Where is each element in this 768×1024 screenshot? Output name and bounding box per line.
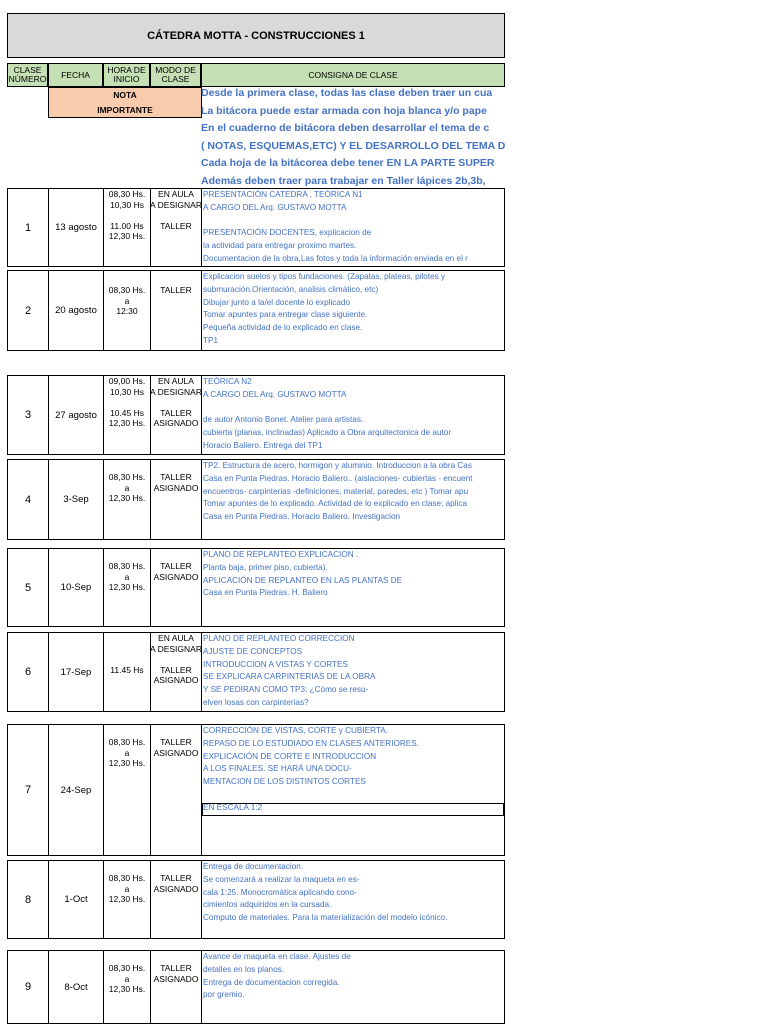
class-instructions (202, 460, 504, 539)
instruction-line: Entrega de documentacion. (203, 862, 304, 871)
class-number: 7 (8, 725, 49, 855)
class-number: 1 (8, 189, 49, 266)
instruction-line: Pequeña actividad de lo explicado en clase. (203, 323, 363, 333)
table-row (7, 950, 505, 1024)
intro-line: Cada hoja de la bitácorea debe tener EN LA PARTE SUPER (201, 157, 495, 169)
class-date: 1-Oct (49, 861, 104, 938)
class-time: 08,30 Hs. a 12,30 Hs. (104, 460, 151, 539)
class-time: 08,30 Hs. a 12,30 Hs. (104, 725, 151, 855)
instruction-line: AJUSTE DE CONCEPTOS (203, 646, 303, 656)
instruction-line: Casa en Punta Piedras. H. Baliero (203, 588, 328, 598)
class-number: 2 (8, 271, 49, 350)
instruction-line: Avance de maqueta en clase. Ajustes de (203, 952, 351, 961)
table-row (7, 632, 505, 712)
instruction-line: Tomar apuntes para entregar clase siguiente. (203, 310, 368, 320)
instruction-line: Casa en Punta Piedras. Horacio Baliero.. (aislaciones- cubiertas - encuent (203, 473, 473, 483)
instruction-line: Casa en Punta Piedras. Horacio Baliero. Investigacion (203, 512, 401, 522)
instruction-line: Tomar apuntes de lo explicado. Actividad de lo explicado en clase; aplica (203, 499, 467, 509)
instruction-line (203, 215, 504, 228)
class-time: 08,30 Hs. a 12,30 Hs. (104, 861, 151, 938)
sheet-title: CÁTEDRA MOTTA - CONSTRUCCIONES 1 (7, 13, 505, 58)
instruction-line: Horacio Baliero. Entrega del TP1 (203, 440, 323, 450)
class-date: 17-Sep (49, 633, 104, 711)
class-instructions (202, 271, 504, 350)
instruction-line: INTRODUCCION A VISTAS Y CORTES (203, 659, 348, 669)
instruction-line: SE EXPLICARA CARPINTERIAS DE LA OBRA (203, 672, 376, 682)
instruction-line: TP1 (203, 335, 219, 345)
instruction-line: TP2. Estructura de acero, hormigon y aluminio. Introduccion a la obra Cas (203, 461, 472, 470)
class-instructions (202, 376, 504, 454)
instruction-line: cimientos adquiridos en la cursada. (203, 900, 332, 910)
instruction-line: PRESENTACIÓN CATEDRA , TEÓRICA N1 (203, 190, 363, 199)
class-mode: TALLER ASIGNADO (151, 725, 202, 855)
instruction-line: PLANO DE REPLANTEO EXPLICACION . (203, 550, 359, 559)
instruction-line: PRESENTACIÓN DOCENTES, explicacion de (203, 228, 372, 238)
intro-line: Desde la primera clase, todas las clase deben traer un cua (201, 87, 493, 99)
header-fecha: FECHA (48, 63, 103, 87)
class-instructions (202, 861, 504, 938)
class-number: 6 (8, 633, 49, 711)
instruction-line: Dibujar junto a la/el docente lo explicado (203, 297, 351, 307)
class-date: 10-Sep (49, 549, 104, 626)
header-hora: HORA DE INICIO (103, 63, 150, 87)
class-instructions (202, 725, 504, 855)
instruction-line: REPASO DE LO ESTUDIADO EN CLASES ANTERIORES. (203, 738, 419, 748)
table-row (7, 548, 505, 627)
class-time: 08,30 Hs. a 12,30 Hs. (104, 951, 151, 1023)
scale-box (202, 803, 504, 816)
instruction-line: la actividad para entregar proximo martes. (203, 241, 357, 251)
class-time: 08,30 Hs. a 12,30 Hs. (104, 549, 151, 626)
instruction-line: A CARGO DEL Arq. GUSTAVO MOTTA (203, 202, 347, 212)
class-mode: TALLER ASIGNADO (151, 951, 202, 1023)
instruction-line: cala 1:25. Monocromàtica aplicando cono- (203, 887, 357, 897)
intro-block (201, 85, 505, 190)
table-row (7, 188, 505, 267)
table-row (7, 724, 505, 856)
instruction-line: EN ESCALA 1:2 (203, 802, 263, 812)
table-row (7, 459, 505, 540)
class-number: 8 (8, 861, 49, 938)
instruction-line: detalles en los planos. (203, 964, 285, 974)
class-date: 3-Sep (49, 460, 104, 539)
instruction-line (203, 789, 504, 802)
instruction-line: EXPLICACIÓN DE CORTE E INTRODUCCION (203, 751, 377, 761)
intro-line: En el cuaderno de bitácora deben desarrollar el tema de c (201, 122, 490, 134)
class-mode: TALLER ASIGNADO (151, 549, 202, 626)
class-number: 3 (8, 376, 49, 454)
note-important (48, 87, 202, 118)
class-date: 20 agosto (49, 271, 104, 350)
instruction-line: Entrega de documentacion corregida. (203, 977, 340, 987)
instruction-line: Documentacion de la obra,Las fotos y toda la información enviada en el r (203, 253, 468, 263)
intro-line: La bitácora puede estar armada con hoja blanca y/o pape (201, 104, 487, 117)
table-row (7, 860, 505, 939)
class-time: 09,00 Hs. 10,30 Hs 10.45 Hs 12,30 Hs. (104, 376, 151, 454)
instruction-line: A LOS FINALES. SE HARÁ UNA DOCU- (203, 764, 352, 774)
instruction-line: cubierta (planas, inclinadas) Aplicado a Obra arquitectonica de autor (203, 428, 452, 438)
class-mode: TALLER (151, 271, 202, 350)
instruction-line: TEÓRICA N2 (203, 377, 252, 386)
class-mode: TALLER ASIGNADO (151, 861, 202, 938)
instruction-line: encuentros- carpinterias -definiciones, material, paredes, etc ) Tomar apu (203, 486, 469, 496)
intro-line: ( NOTAS, ESQUEMAS,ETC) Y EL DESARROLLO DEL TEMA D (201, 139, 505, 152)
instruction-line: Se comenzará a realizar la maqueta en es- (203, 874, 360, 884)
instruction-line: por gremio. (203, 990, 245, 1000)
instruction-line: Computo de materiales. Para la materialización del modelo icónico. (203, 913, 448, 923)
instruction-line: Explicacion suelos y tipos fundaciones. (Zapatas, plateas, pilotes y (203, 272, 446, 281)
class-date: 24-Sep (49, 725, 104, 855)
header-clase: CLASE NÚMERO (7, 63, 48, 87)
class-date: 8-Oct (49, 951, 104, 1023)
class-instructions (202, 951, 504, 1023)
class-date: 13 agosto (49, 189, 104, 266)
instruction-line (203, 402, 504, 415)
instruction-line: de autor Antonio Bonet. Atelier para artistas. (203, 415, 364, 425)
instruction-line: MENTACION DE LOS DISTINTOS CORTES (203, 777, 366, 787)
class-mode: TALLER ASIGNADO (151, 460, 202, 539)
instruction-line: Y SE PEDIRAN COMO TP3: ¿Cómo se resu- (203, 685, 369, 695)
class-mode: EN AULA A DESIGNAR TALLER (151, 189, 202, 266)
note-line-2: IMPORTANTE (97, 105, 153, 115)
header-consigna: CONSIGNA DE CLASE (201, 63, 505, 87)
class-time: 08,30 Hs. a 12:30 (104, 271, 151, 350)
instruction-line: CORRECCIÓN DE VISTAS, CORTE y CUBIERTA. (203, 726, 388, 735)
class-mode: EN AULA A DESIGNAR TALLER ASIGNADO (151, 633, 202, 711)
class-instructions (202, 549, 504, 626)
note-line-1: NOTA (113, 90, 137, 100)
instruction-line: elven losas con carpinterias? (203, 697, 309, 707)
class-number: 4 (8, 460, 49, 539)
instruction-line: Planta baja, primer piso, cubierta). (203, 562, 328, 572)
class-number: 9 (8, 951, 49, 1023)
instruction-line: A CARGO DEL Arq. GUSTAVO MOTTA (203, 389, 347, 399)
class-time: 11.45 Hs (104, 633, 151, 711)
table-row (7, 375, 505, 455)
header-modo: MODO DE CLASE (150, 63, 201, 87)
intro-line: Además deben traer para trabajar en Taller lápices 2b,3b, (201, 174, 486, 187)
class-time: 08,30 Hs. 10,30 Hs 11.00 Hs 12,30 Hs. (104, 189, 151, 266)
class-number: 5 (8, 549, 49, 626)
class-date: 27 agosto (49, 376, 104, 454)
class-instructions (202, 189, 504, 266)
instruction-line: submuración.Orientación, analisis climático, etc) (203, 284, 379, 294)
class-instructions (202, 633, 504, 711)
class-mode: EN AULA A DESIGNAR TALLER ASIGNADO (151, 376, 202, 454)
instruction-line: APLICACIÓN DE REPLANTEO EN LAS PLANTAS DE (203, 575, 403, 585)
instruction-line: PLANO DE REPLANTEO CORRECCION (203, 634, 355, 643)
table-row (7, 270, 505, 351)
